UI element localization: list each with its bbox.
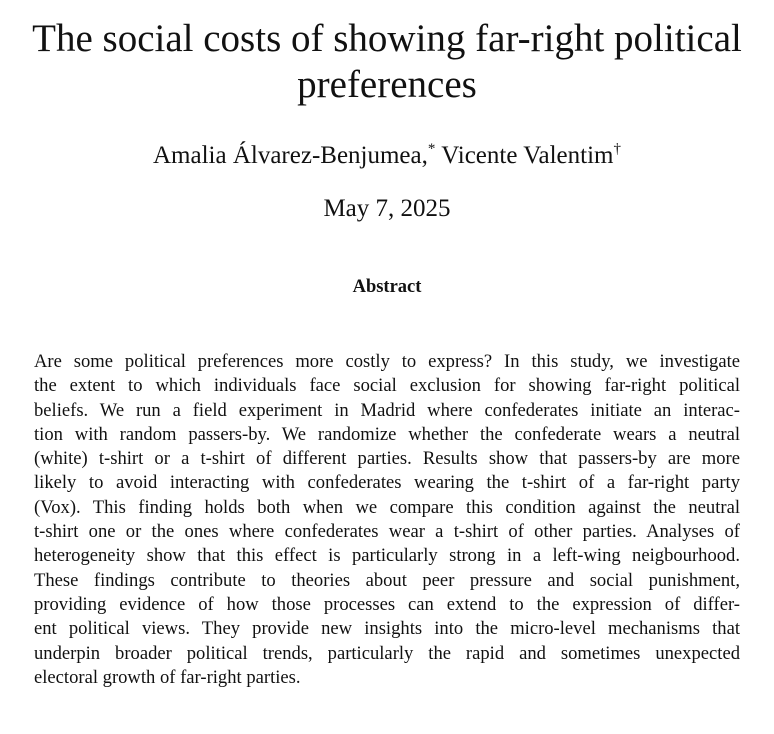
author-name: Vicente Valentim <box>441 142 614 169</box>
abstract-line: electoral growth of far-right parties. <box>34 666 301 688</box>
abstract-line: heterogeneity show that this effect is particularly strong in a left-wing neigbourhood. <box>34 545 740 567</box>
title-line-1: The social costs of showing far-right political <box>32 17 742 60</box>
abstract-line: ent political views. They provide new insights into the micro-level mechanisms that <box>34 618 740 640</box>
abstract-line: likely to avoid interacting with confederates wearing the t-shirt of a far-right party <box>34 472 740 494</box>
abstract-line: Are some political preferences more costly to express? In this study, we investigate <box>34 351 740 372</box>
paper-title <box>20 16 754 108</box>
author-list <box>0 140 774 172</box>
abstract-line: (Vox). This finding holds both when we compare this condition against the neutral <box>34 496 740 518</box>
abstract-line: tion with random passers-by. We randomize whether the confederate wears a neutral <box>34 423 740 445</box>
abstract-text <box>34 350 740 690</box>
abstract-line: (white) t-shirt or a t-shirt of different parties. Results show that passers-by are more <box>34 448 740 470</box>
abstract-line: These findings contribute to theories about peer pressure and social punishment, <box>34 569 740 591</box>
author-name: Amalia Álvarez-Benjumea, <box>153 142 428 169</box>
abstract-line: t-shirt one or the ones where confederates wear a t-shirt of other parties. Analyses of <box>34 521 740 543</box>
abstract-line: underpin broader political trends, particularly the rapid and sometimes unexpected <box>34 642 740 664</box>
title-line-2: preferences <box>297 63 477 106</box>
abstract-line: providing evidence of how those processes can extend to the expression of differ- <box>34 593 740 615</box>
abstract-heading: Abstract <box>352 277 422 297</box>
author-footnote-mark: * <box>427 141 436 157</box>
abstract-line: the extent to which individuals face social exclusion for showing far-right political <box>34 375 740 397</box>
author-footnote-mark: † <box>613 141 621 157</box>
publication-date: May 7, 2025 <box>323 195 451 222</box>
abstract-line: beliefs. We run a field experiment in Madrid where confederates initiate an interac- <box>34 399 740 421</box>
